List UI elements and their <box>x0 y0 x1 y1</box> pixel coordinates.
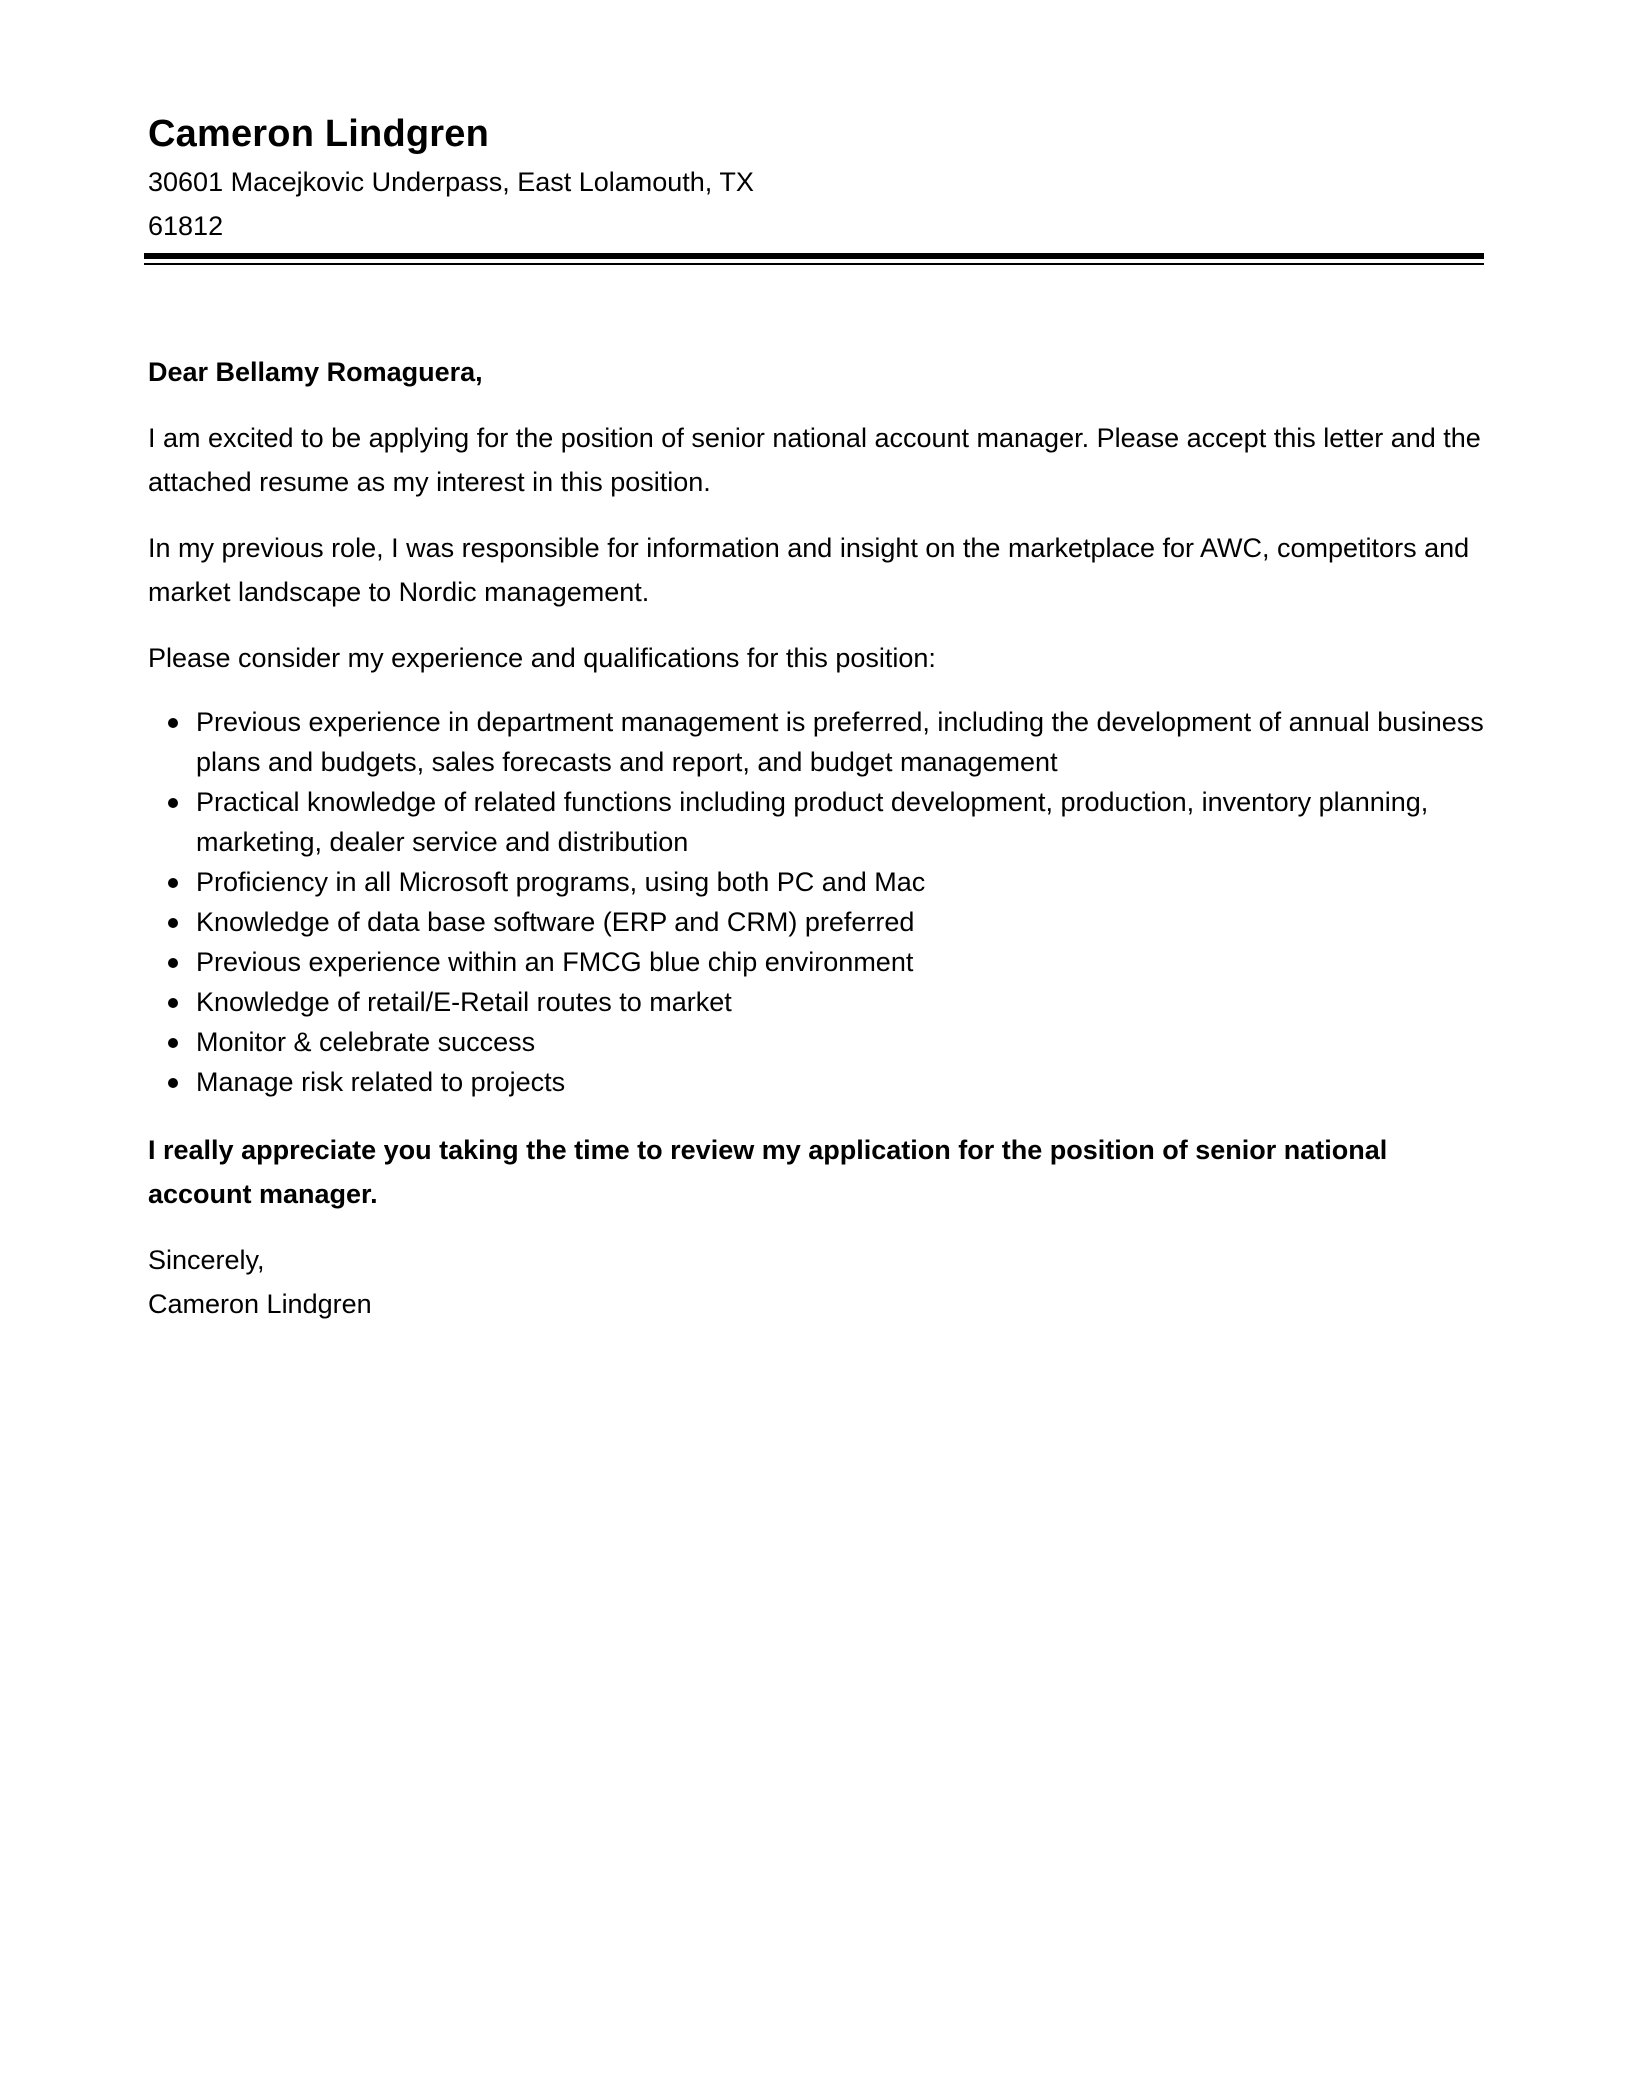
signature-name: Cameron Lindgren <box>148 1289 372 1319</box>
list-item-text: Previous experience within an FMCG blue chip environment <box>196 947 914 977</box>
header-divider-thick <box>144 253 1484 259</box>
list-item <box>148 702 1488 782</box>
qualifications-list <box>148 702 1488 1102</box>
list-item-text: Practical knowledge of related functions including product development, production, inventory planning, marketing, dealer service and distribution <box>196 787 1429 857</box>
list-item-text: Knowledge of retail/E-Retail routes to market <box>196 987 732 1017</box>
list-item-text: Previous experience in department management is preferred, including the development of annual business plans and budgets, sales forecasts and report, and budget management <box>196 707 1484 777</box>
bullet-icon <box>168 878 178 888</box>
list-item <box>148 862 1488 902</box>
sender-address: 30601 Macejkovic Underpass, East Lolamouth, TX 61812 <box>148 167 754 241</box>
experience-paragraph: In my previous role, I was responsible for information and insight on the marketplace for AWC, competitors and market landscape to Nordic management. <box>148 533 1470 607</box>
bullet-icon <box>168 998 178 1008</box>
letter-header <box>148 108 1488 248</box>
list-item <box>148 782 1488 862</box>
intro-paragraph: I am excited to be applying for the position of senior national account manager. Please accept this letter and the attached resume as my interest in this position. <box>148 423 1481 497</box>
bullet-icon <box>168 918 178 928</box>
bullet-icon <box>168 1078 178 1088</box>
closing-paragraph: I really appreciate you taking the time to review my application for the position of senior national account manager. <box>148 1135 1388 1209</box>
list-item <box>148 902 1488 942</box>
list-item <box>148 982 1488 1022</box>
list-item <box>148 1062 1488 1102</box>
list-item <box>148 1022 1488 1062</box>
bullet-icon <box>168 1038 178 1048</box>
letter-body <box>148 350 1488 1326</box>
list-item-text: Proficiency in all Microsoft programs, using both PC and Mac <box>196 867 926 897</box>
list-item-text: Monitor & celebrate success <box>196 1027 536 1057</box>
valediction: Sincerely, <box>148 1245 265 1275</box>
header-divider-thin <box>144 263 1484 265</box>
list-item <box>148 942 1488 982</box>
list-item-text: Knowledge of data base software (ERP and CRM) preferred <box>196 907 915 937</box>
salutation: Dear Bellamy Romaguera, <box>148 357 483 387</box>
bullet-icon <box>168 798 178 808</box>
bullet-icon <box>168 958 178 968</box>
sender-name: Cameron Lindgren <box>148 113 490 155</box>
list-item-text: Manage risk related to projects <box>196 1067 566 1097</box>
bullet-icon <box>168 718 178 728</box>
qualifications-intro: Please consider my experience and qualifications for this position: <box>148 643 936 673</box>
